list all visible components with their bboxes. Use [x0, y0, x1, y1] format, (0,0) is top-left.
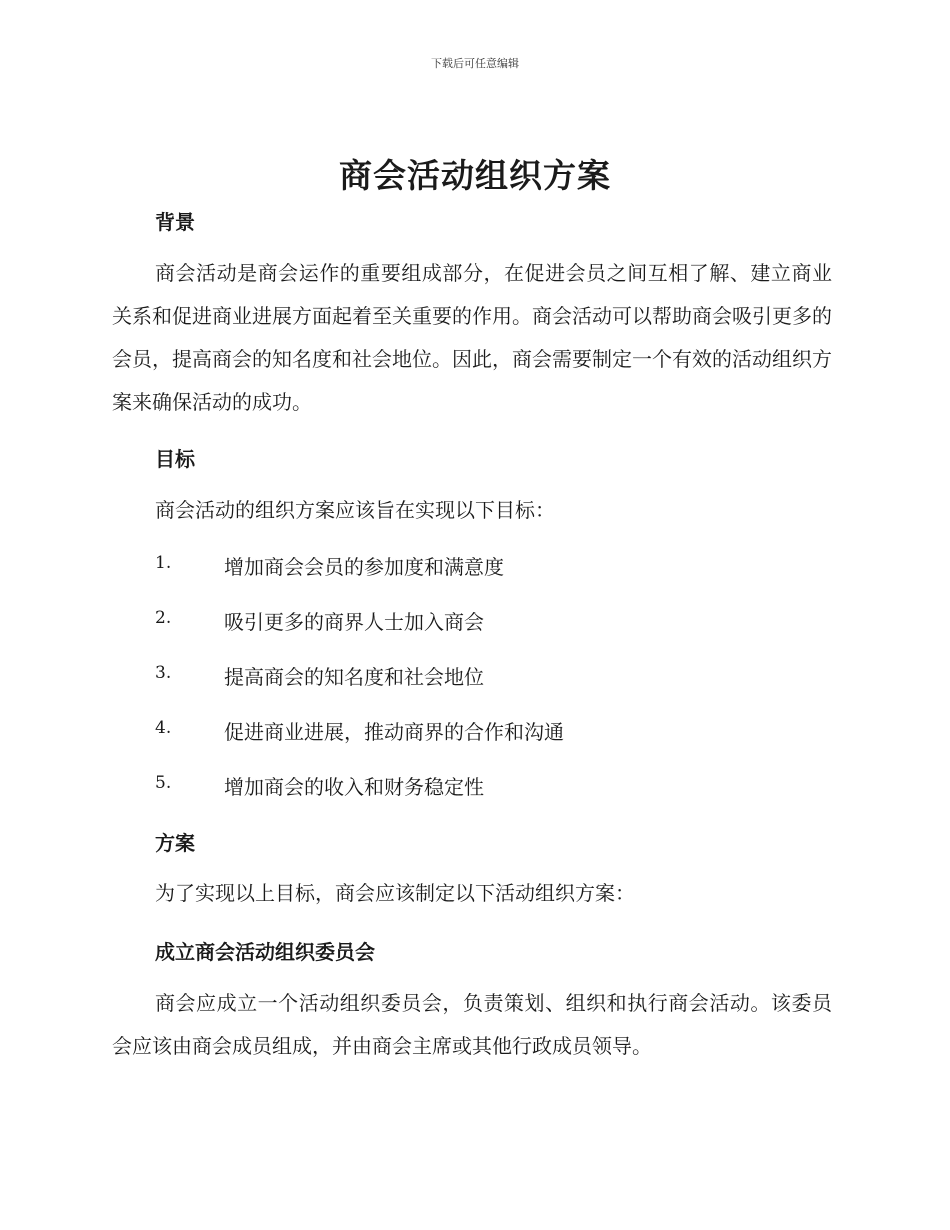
heading-background: 背景 [155, 210, 195, 234]
paragraph-goals-intro: 商会活动的组织方案应该旨在实现以下目标： [155, 498, 555, 522]
list-number: 3. [155, 663, 172, 683]
list-number: 1. [155, 553, 172, 573]
list-text: 增加商会会员的参加度和满意度 [224, 555, 504, 579]
heading-goals: 目标 [155, 447, 195, 471]
list-text: 促进商业进展，推动商界的合作和沟通 [224, 720, 564, 744]
list-item [155, 716, 845, 746]
header-note: 下载后可任意编辑 [431, 57, 519, 70]
list-text: 提高商会的知名度和社会地位 [224, 665, 484, 689]
list-number: 4. [155, 718, 172, 738]
paragraph-background: 商会活动是商会运作的重要组成部分，在促进会员之间互相了解、建立商业关系和促进商业进展方面起着至关重要的作用。商会活动可以帮助商会吸引更多的会员，提高商会的知名度和社会地位。因此，商会需要制定一个有效的活动组织方案来确保活动的成功。 [112, 261, 832, 414]
paragraph-committee: 商会应成立一个活动组织委员会，负责策划、组织和执行商会活动。该委员会应该由商会成员组成，并由商会主席或其他行政成员领导。 [112, 991, 832, 1058]
list-text: 增加商会的收入和财务稳定性 [224, 775, 484, 799]
list-item [155, 606, 845, 636]
list-number: 2. [155, 608, 172, 628]
heading-plan: 方案 [155, 831, 195, 855]
list-text: 吸引更多的商界人士加入商会 [224, 610, 484, 634]
subheading-committee: 成立商会活动组织委员会 [155, 940, 375, 964]
list-item [155, 661, 845, 691]
paragraph-plan-intro: 为了实现以上目标，商会应该制定以下活动组织方案： [155, 881, 635, 905]
list-item [155, 551, 845, 581]
page-title: 商会活动组织方案 [339, 156, 611, 195]
list-number: 5. [155, 773, 172, 793]
list-item [155, 771, 845, 801]
